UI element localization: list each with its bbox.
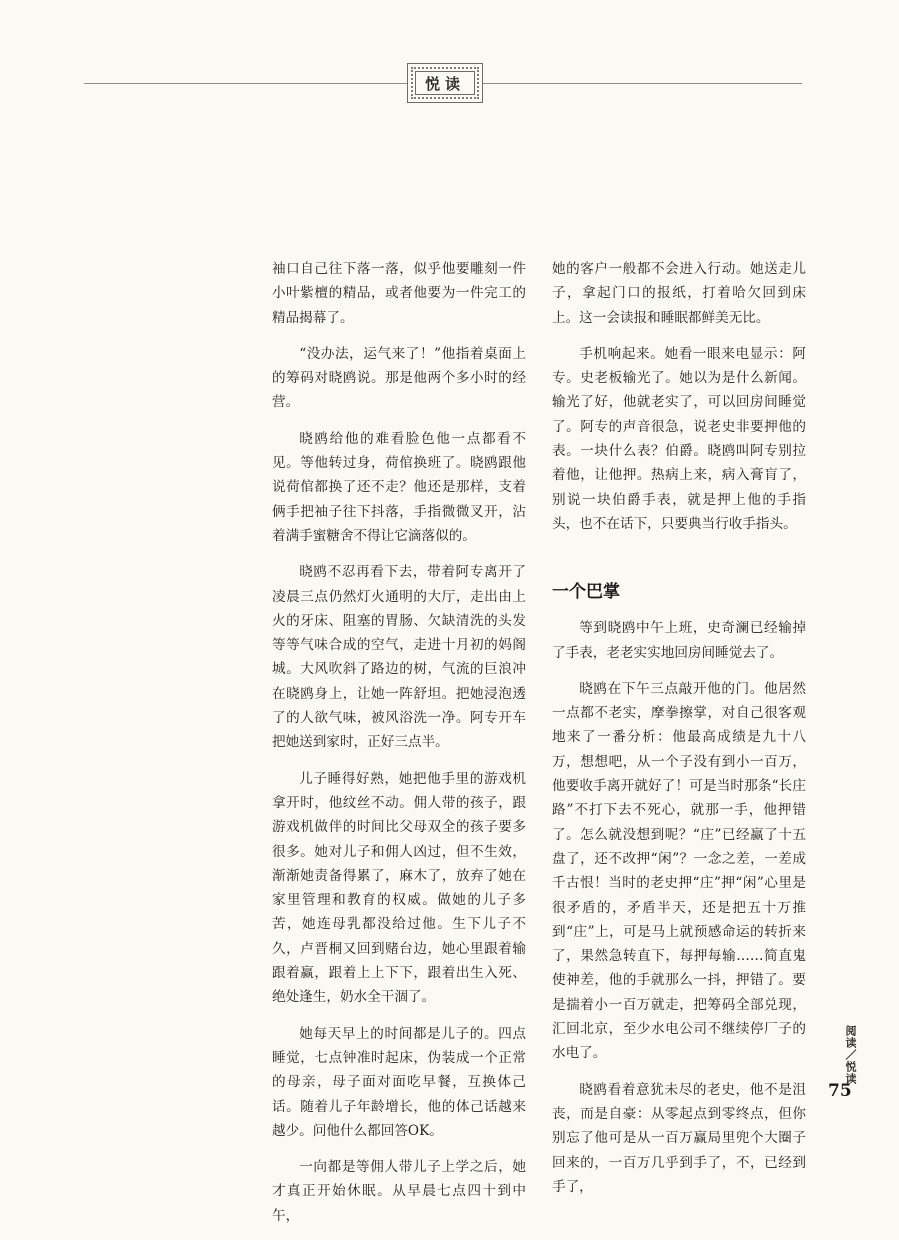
- paragraph: “没办法，运气来了！”他指着桌面上的筹码对晓鸥说。那是他两个多小时的经营。: [272, 345, 526, 411]
- paragraph: 晓鸥给他的难看脸色他一点都看不见。等他转过身，荷倌换班了。晓鸥跟他说荷倌都换了还不走？他还是那样，支着俩手把袖子往下抖落，手指微微叉开，沾着满手蜜糖舍不得让它滴落似的。: [272, 430, 526, 544]
- paragraph: 她的客户一般都不会进入行动。她送走儿子，拿起门口的报纸，打着哈欠回到床上。这一会读报和睡眠都鲜美无比。: [552, 261, 806, 326]
- section-badge: [407, 63, 483, 103]
- paragraph: 等到晓鸥中午上班，史奇澜已经输掉了手表，老老实实地回房间睡觉去了。: [552, 620, 806, 661]
- left-column: [272, 257, 526, 1240]
- right-column: [552, 257, 806, 1211]
- paragraph: 手机响起来。她看一眼来电显示：阿专。史老板输光了。她以为是什么新闻。输光了好，他就老实了，可以回房间睡觉了。阿专的声音很急，说老史非要押他的表。一块什么表？伯爵。晓鸥叫阿专别拉着他，让他押。热病上来，病入膏肓了，别说一块伯爵手表，就是押上他的手指头，也不在话下，只要典当行收手指头。: [552, 345, 806, 532]
- section-heading: 一个巴掌: [552, 582, 620, 603]
- paragraph: 晓鸥不忍再看下去，带着阿专离开了凌晨三点仍然灯火通明的大厅，走出由上火的牙床、阻塞的胃肠、欠缺清洗的头发等等气味合成的空气，走进十月初的妈阁城。大风吹斜了路边的树，气流的巨浪冲在晓鸥身上，让她一阵舒坦。把她浸泡透了的人欲气味，被风浴洗一净。阿专开车把她送到家时，正好三点半。: [272, 564, 526, 751]
- paragraph: 晓鸥在下午三点敲开他的门。他居然一点都不老实，摩拳擦掌，对自己很客观地来了一番分析：他最高成绩是九十八万，想想吧，从一个子没有到小一百万，他要收手离开就好了！可是当时那条“长庄路”不打下去不死心，就那一手，他押错了。怎么就没想到呢？“庄”已经赢了十五盘了，还不改押“闲”？一念之差，一差成千古恨！当时的老史押“庄”押“闲”心里是很矛盾的，矛盾半天，还是把五十万推到“庄”上，可是马上就预感命运的转折来了，果然急转直下，每押每输……简直鬼使神差，他的手就那么一抖，押错了。要是揣着小一百万就走，把筹码全部兑现，汇回北京，至少水电公司不继续停厂子的水电了。: [552, 680, 806, 1062]
- section-label: 悦读: [424, 75, 465, 93]
- paragraph: 她每天早上的时间都是儿子的。四点睡觉，七点钟准时起床，伪装成一个正常的母亲，母子面对面吃早餐，互换体己话。随着儿子年龄增长，他的体己话越来越少。问他什么都回答OK。: [272, 1025, 526, 1139]
- paragraph: 晓鸥看着意犹未尽的老史，他不是沮丧，而是自豪：从零起点到零终点，但你别忘了他可是从一百万赢局里兜个大圈子回来的，一百万几乎到手了，不，已经到手了，: [552, 1081, 806, 1195]
- paragraph: 儿子睡得好熟，她把他手里的游戏机拿开时，他纹丝不动。佣人带的孩子，跟游戏机做伴的时间比父母双全的孩子要多很多。她对儿子和佣人凶过，但不生效，渐渐她责备得累了，麻木了，放弃了她在家里管理和教育的权威。做她的儿子多苦，她连母乳都没给过他。生下儿子不久，卢晋桐又回到赌台边，她心里跟着输跟着赢，跟着上上下下，跟着出生入死、绝处逢生，奶水全干涸了。: [272, 770, 526, 1006]
- paragraph: 袖口自己往下落一落，似乎他要雕刻一件小叶紫檀的精品，或者他要为一件完工的精品揭幕了。: [272, 261, 526, 326]
- magazine-label: 阅读／悦读: [844, 1025, 857, 1085]
- page-number: 75: [828, 1081, 852, 1101]
- paragraph: 一向都是等佣人带儿子上学之后，她才真正开始休眠。从早晨七点四十到中午，: [272, 1159, 526, 1224]
